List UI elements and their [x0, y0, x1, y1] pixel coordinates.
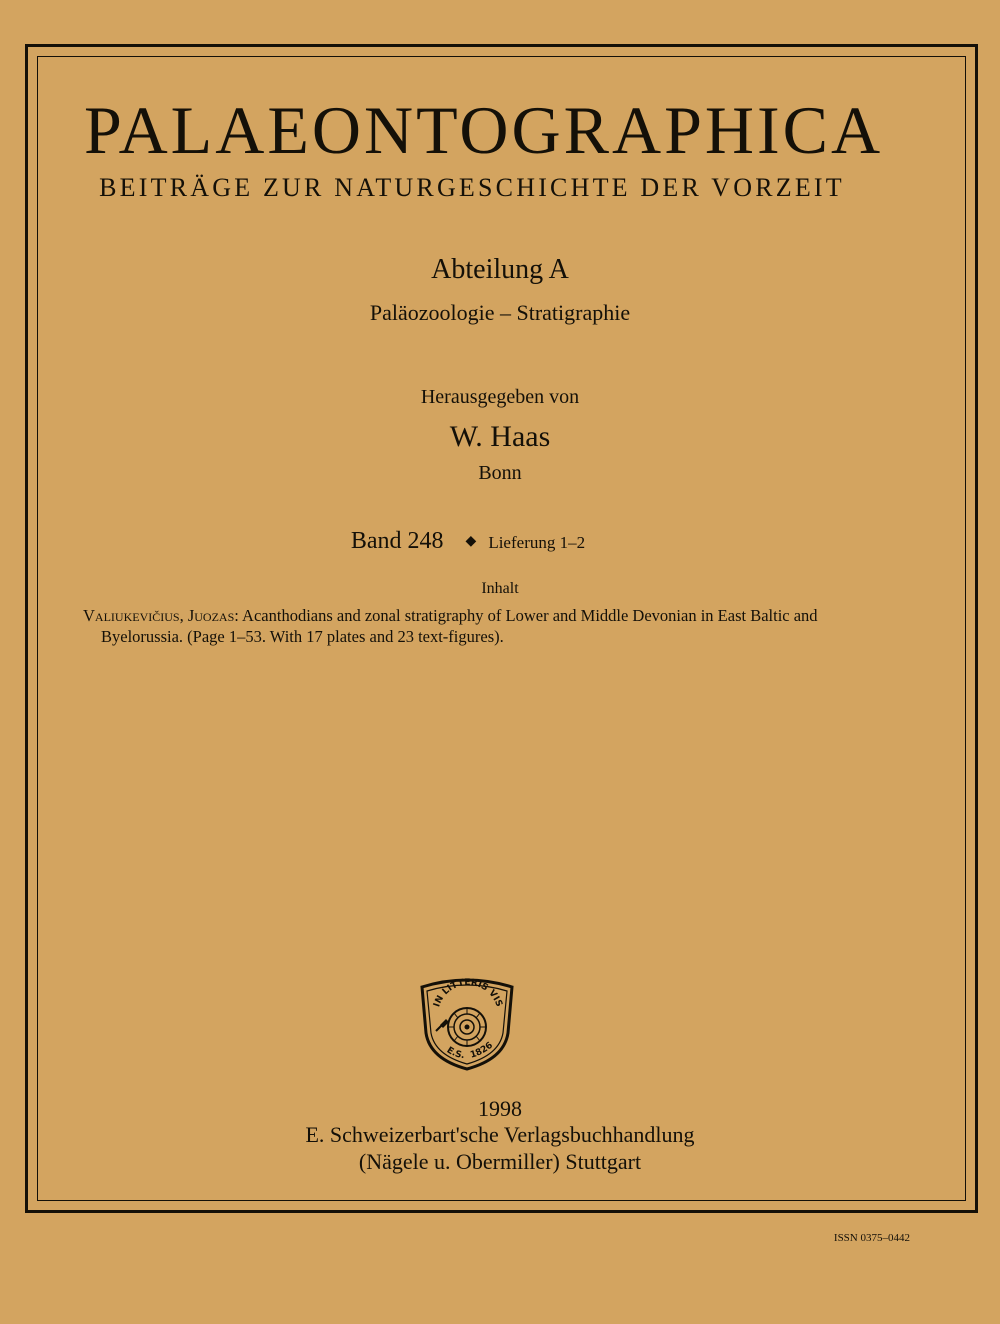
lieferung-number: Lieferung 1–2: [488, 533, 586, 552]
journal-subtitle: BEITRÄGE ZUR NATURGESCHICHTE DER VORZEIT: [99, 173, 845, 202]
publication-year: 1998: [478, 1096, 522, 1121]
editor-city: Bonn: [478, 462, 522, 484]
issn-number: ISSN 0375–0442: [833, 1232, 910, 1244]
contents-text-line2: Byelorussia. (Page 1–53. With 17 plates and 23 text-figures).: [101, 627, 504, 646]
svg-text:E.S.: E.S.: [444, 1045, 465, 1062]
svg-text:IN LITTERIS VIS: IN LITTERIS VIS: [432, 977, 504, 1009]
issue-line: [0, 528, 936, 555]
band-number: Band 248: [350, 528, 444, 554]
svg-text:1826: 1826: [469, 1040, 495, 1061]
contents-text-line1: : Acanthodians and zonal stratigraphy of Lower and Middle Devonian in East Baltic and: [234, 606, 818, 625]
ammonite-seal-icon: [416, 975, 518, 1071]
section-field: Paläozoologie – Stratigraphie: [369, 300, 631, 325]
editor-name: W. Haas: [449, 420, 551, 453]
contents-entry: [83, 605, 863, 647]
contents-heading: Inhalt: [481, 580, 519, 597]
publisher-name: E. Schweizerbart'sche Verlagsbuchhandlung: [305, 1122, 695, 1147]
contents-author: Valiukevičius, Juozas: [83, 606, 235, 625]
diamond-icon: ◆: [465, 534, 477, 549]
journal-title: PALAEONTOGRAPHICA: [84, 92, 884, 168]
section-name: Abteilung A: [431, 254, 569, 285]
publisher-location: (Nägele u. Obermiller) Stuttgart: [358, 1149, 642, 1174]
editor-label: Herausgegeben von: [420, 386, 580, 408]
publisher-seal: [416, 975, 518, 1071]
